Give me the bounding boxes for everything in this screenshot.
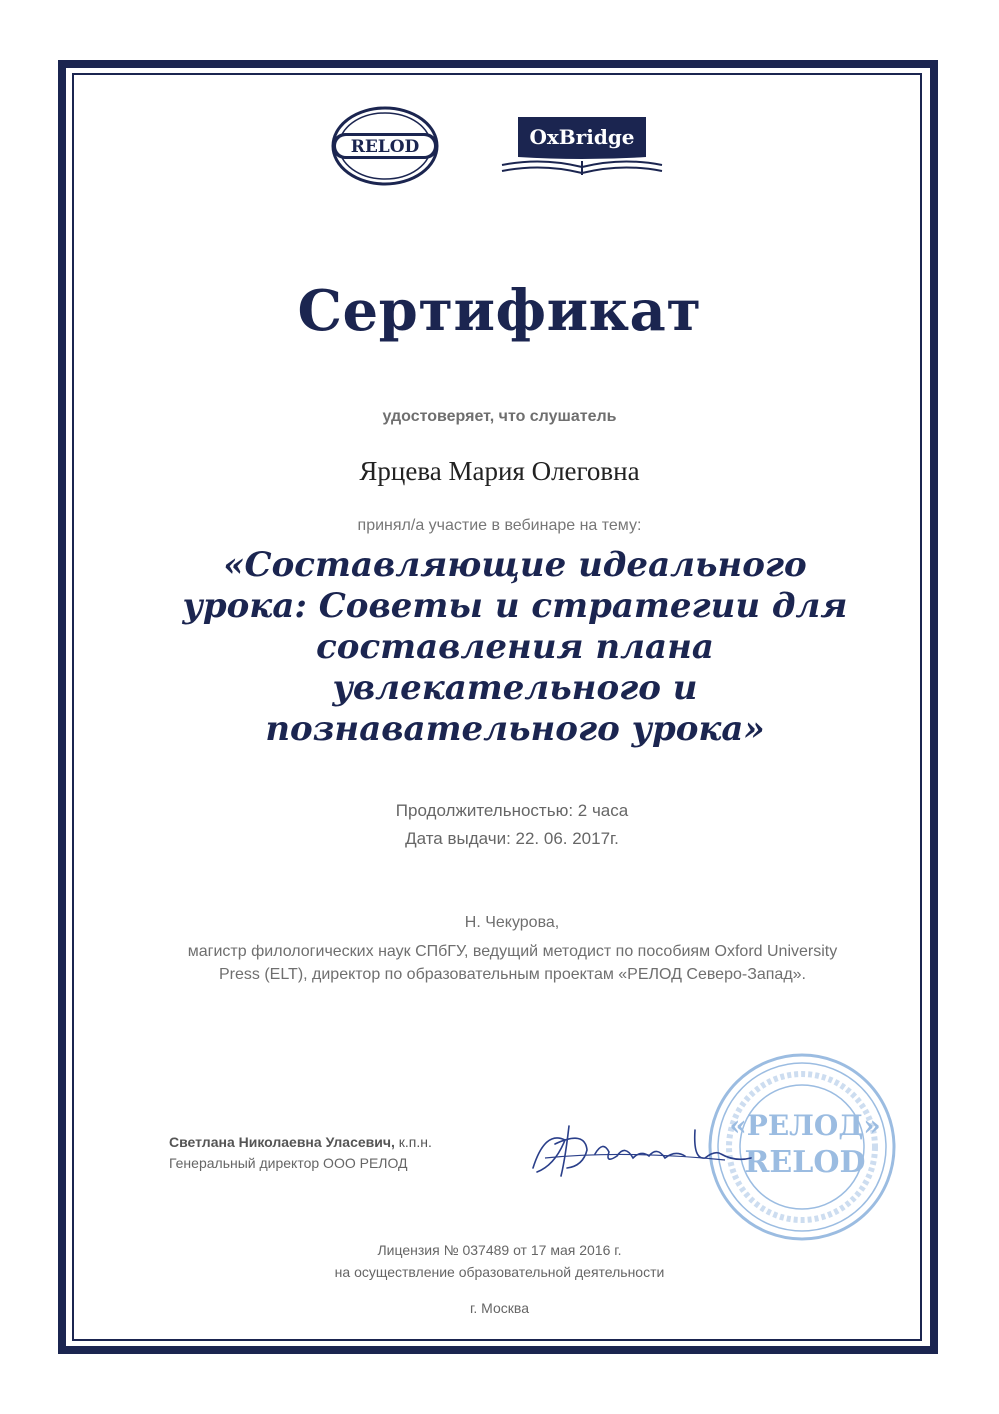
certifies-text: удостоверяет, что слушатель	[382, 408, 617, 425]
stamp-text-ru: «РЕЛОД»	[729, 1109, 881, 1142]
stamp-text-en: RELOD	[744, 1145, 866, 1180]
issue-date: Дата выдачи: 22. 06. 2017г.	[405, 829, 619, 848]
director-name	[169, 1134, 432, 1150]
topic-line: составления плана	[316, 627, 714, 667]
license-purpose: на осуществление образовательной деятельности	[334, 1264, 665, 1280]
participation-text: принял/а участие в вебинаре на тему:	[357, 517, 642, 534]
relod-logo-text: RELOD	[350, 137, 420, 157]
recipient-name: Ярцева Мария Олеговна	[359, 456, 640, 486]
lecturer-name: Н. Чекурова,	[464, 914, 560, 931]
city: г. Москва	[470, 1300, 529, 1316]
topic-line: увлекательного и	[332, 668, 698, 708]
topic-line: урока: Советы и стратегии для	[182, 586, 848, 626]
director-signature	[525, 1110, 755, 1190]
director-name-text: Светлана Николаевна Уласевич,	[169, 1134, 395, 1150]
license-text: Лицензия № 037489 от 17 мая 2016 г.	[377, 1242, 622, 1258]
lecturer-description: магистр филологических наук СПбГУ, ведущий методист по пособиям Oxford University Press (ELT), директор по образовательным проектам «РЕЛОД Северо-Запад».	[187, 943, 838, 983]
certificate-title: Сертификат	[297, 278, 702, 344]
director-degree: к.п.н.	[394, 1134, 432, 1150]
director-title: Генеральный директор ООО РЕЛОД	[169, 1155, 408, 1171]
duration-text: Продолжительностью: 2 часа	[395, 801, 629, 820]
oxbridge-logo	[498, 113, 666, 179]
relod-logo	[330, 105, 440, 187]
topic-line: «Составляющие идеального	[223, 545, 807, 585]
topic-line: познавательного урока»	[265, 709, 765, 749]
oxbridge-logo-text: OxBridge	[529, 125, 635, 149]
webinar-topic	[170, 545, 860, 750]
